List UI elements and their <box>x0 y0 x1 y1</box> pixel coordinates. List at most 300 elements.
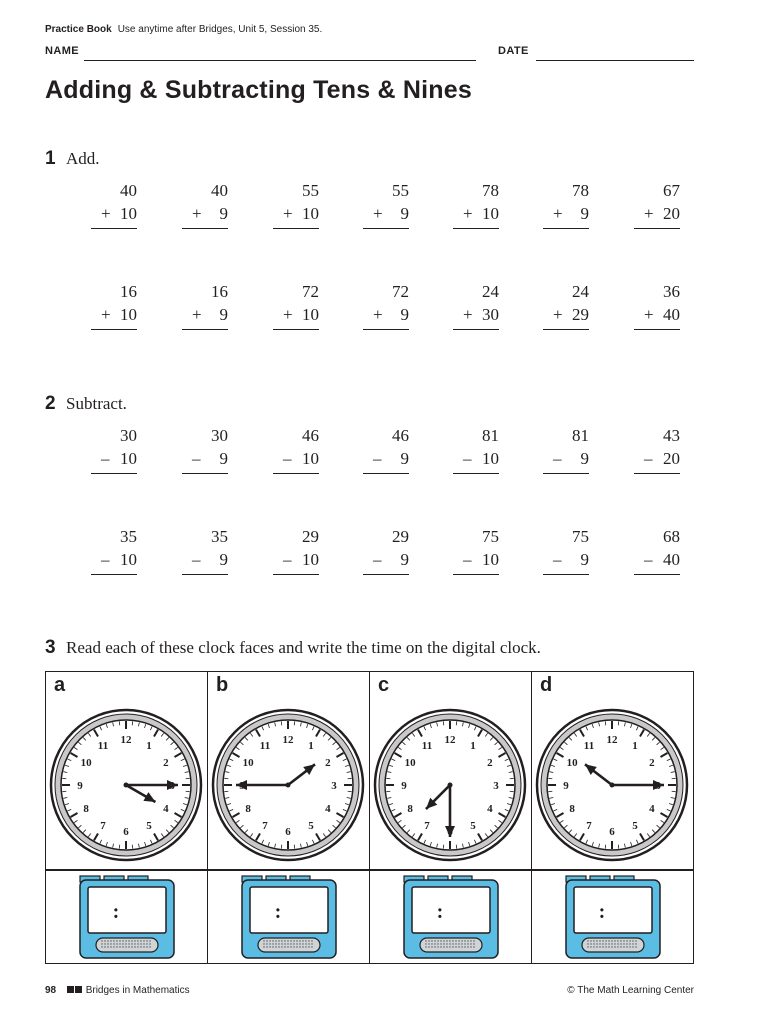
digital-screen <box>412 887 490 933</box>
speaker-dot <box>590 946 591 947</box>
speaker-dot <box>125 946 126 947</box>
clock-letter: d <box>540 674 553 696</box>
speaker-dot <box>296 943 297 944</box>
problem <box>543 179 589 229</box>
digital-cell-d <box>531 869 694 964</box>
speaker-dot <box>635 943 636 944</box>
speaker-dot <box>452 946 453 947</box>
problem-top-number: 55 <box>392 181 409 200</box>
speaker-dot <box>617 943 618 944</box>
problem-bottom-number: 10 <box>120 204 137 223</box>
problem-top-number: 81 <box>572 426 589 445</box>
speaker-dot <box>299 946 300 947</box>
operator: – <box>463 449 472 468</box>
speaker-dot <box>143 943 144 944</box>
operator: + <box>192 305 202 324</box>
operator: – <box>553 550 562 569</box>
problem-bottom-line <box>182 202 228 225</box>
speaker-dot <box>458 943 459 944</box>
operator: + <box>373 204 383 223</box>
speaker-dot <box>608 940 609 941</box>
digital-colon: : <box>598 901 606 923</box>
speaker-dot <box>287 946 288 947</box>
answer-line[interactable] <box>634 473 680 474</box>
problem-top-number: 35 <box>211 527 228 546</box>
footer-left <box>45 985 190 996</box>
speaker-dot <box>272 943 273 944</box>
answer-line[interactable] <box>453 228 499 229</box>
digital-speaker <box>420 938 482 952</box>
speaker-dot <box>299 940 300 941</box>
answer-line[interactable] <box>182 473 228 474</box>
clock-numeral: 5 <box>308 819 314 832</box>
practice-book-label: Practice Book <box>45 24 112 35</box>
operator: + <box>644 204 654 223</box>
answer-line[interactable] <box>91 329 137 330</box>
speaker-dot <box>605 940 606 941</box>
speaker-dot <box>593 943 594 944</box>
problem-bottom-number: 9 <box>580 204 589 223</box>
operator: – <box>373 550 382 569</box>
clock-numeral: 4 <box>487 803 493 815</box>
clock-numeral: 7 <box>262 819 268 832</box>
speaker-dot <box>116 943 117 944</box>
problem <box>634 424 680 474</box>
speaker-dot <box>611 943 612 944</box>
speaker-dot <box>443 943 444 944</box>
speaker-dot <box>614 940 615 941</box>
clock-center <box>286 783 291 788</box>
digital-clock <box>532 870 692 962</box>
answer-line[interactable] <box>273 228 319 229</box>
problem-top-number: 16 <box>211 282 228 301</box>
problem-bottom-number: 9 <box>219 550 228 569</box>
answer-line[interactable] <box>91 574 137 575</box>
speaker-dot <box>143 940 144 941</box>
problem-top-number: 68 <box>663 527 680 546</box>
speaker-dot <box>425 940 426 941</box>
problem-bottom-number: 10 <box>482 204 499 223</box>
analog-clock <box>208 672 368 869</box>
speaker-dot <box>137 940 138 941</box>
answer-line[interactable] <box>363 574 409 575</box>
clock-numeral: 12 <box>282 734 294 746</box>
speaker-dot <box>110 943 111 944</box>
problem-top-number: 40 <box>211 181 228 200</box>
problem-top-number: 16 <box>120 282 137 301</box>
speaker-dot <box>449 940 450 941</box>
speaker-dot <box>131 940 132 941</box>
speaker-dot <box>290 946 291 947</box>
speaker-dot <box>428 943 429 944</box>
clock-numeral: 7 <box>100 819 106 832</box>
clock-numeral: 1 <box>308 740 314 753</box>
header-note <box>45 24 322 35</box>
speaker-dot <box>587 946 588 947</box>
speaker-dot <box>302 940 303 941</box>
speaker-dot <box>308 946 309 947</box>
clock-numeral: 11 <box>259 740 271 753</box>
problem-bottom-number: 9 <box>580 550 589 569</box>
speaker-dot <box>116 940 117 941</box>
clock-numeral: 2 <box>649 757 655 769</box>
problem-bottom-line <box>543 303 589 326</box>
section-2-heading <box>45 393 127 415</box>
operator: + <box>283 305 293 324</box>
speaker-dot <box>269 946 270 947</box>
speaker-dot <box>137 943 138 944</box>
problem-bottom-number: 9 <box>219 305 228 324</box>
problem-top-number: 29 <box>392 527 409 546</box>
problem-bottom-line <box>634 447 680 470</box>
speaker-dot <box>311 943 312 944</box>
problem <box>273 179 319 229</box>
clock-numeral: 6 <box>285 826 291 838</box>
page-title: Adding & Subtracting Tens & Nines <box>45 76 472 104</box>
speaker-dot <box>599 940 600 941</box>
section-2-instruction: Subtract. <box>66 394 127 413</box>
problem-top-number: 75 <box>572 527 589 546</box>
problem-bottom-number: 10 <box>120 449 137 468</box>
problem-bottom-number: 9 <box>400 550 409 569</box>
answer-line[interactable] <box>543 574 589 575</box>
speaker-dot <box>632 940 633 941</box>
digital-colon: : <box>436 901 444 923</box>
section-3-number: 3 <box>45 637 56 658</box>
problem <box>363 179 409 229</box>
speaker-dot <box>128 940 129 941</box>
clock-numeral: 8 <box>569 803 575 815</box>
problem-top-number: 24 <box>482 282 499 301</box>
speaker-dot <box>425 946 426 947</box>
page-number: 98 <box>45 985 57 996</box>
clock-numeral: 4 <box>649 803 655 815</box>
speaker-dot <box>623 943 624 944</box>
operator: + <box>463 204 473 223</box>
speaker-dot <box>131 943 132 944</box>
speaker-dot <box>596 943 597 944</box>
speaker-dot <box>632 943 633 944</box>
problem-top-number: 72 <box>392 282 409 301</box>
speaker-dot <box>263 943 264 944</box>
digital-colon: : <box>274 901 282 923</box>
speaker-dot <box>590 940 591 941</box>
problem-top-number: 29 <box>302 527 319 546</box>
speaker-dot <box>602 940 603 941</box>
clock-numeral: 1 <box>632 740 638 753</box>
problem-bottom-number: 10 <box>302 305 319 324</box>
speaker-dot <box>146 943 147 944</box>
digital-speaker <box>96 938 158 952</box>
speaker-dot <box>275 943 276 944</box>
operator: + <box>553 305 563 324</box>
speaker-dot <box>146 946 147 947</box>
problem <box>91 280 137 330</box>
operator: – <box>192 449 201 468</box>
speaker-dot <box>107 943 108 944</box>
clock-numeral: 3 <box>493 780 499 792</box>
speaker-dot <box>113 946 114 947</box>
clock-letter: a <box>54 674 66 696</box>
speaker-dot <box>299 943 300 944</box>
problem-bottom-number: 9 <box>400 204 409 223</box>
speaker-dot <box>449 946 450 947</box>
speaker-dot <box>302 943 303 944</box>
speaker-dot <box>431 940 432 941</box>
answer-line[interactable] <box>543 228 589 229</box>
speaker-dot <box>620 940 621 941</box>
speaker-dot <box>281 943 282 944</box>
speaker-dot <box>284 946 285 947</box>
answer-line[interactable] <box>543 473 589 474</box>
problem-bottom-number: 10 <box>120 305 137 324</box>
problem-bottom-line <box>91 303 137 326</box>
problem-bottom-number: 9 <box>400 305 409 324</box>
analog-clock <box>532 672 692 869</box>
speaker-dot <box>434 946 435 947</box>
section-3-instruction: Read each of these clock faces and write the time on the digital clock. <box>66 638 541 657</box>
speaker-dot <box>593 946 594 947</box>
problem-bottom-line <box>363 447 409 470</box>
speaker-dot <box>308 943 309 944</box>
speaker-dot <box>464 940 465 941</box>
speaker-dot <box>590 943 591 944</box>
operator: + <box>463 305 473 324</box>
operator: + <box>192 204 202 223</box>
speaker-dot <box>608 946 609 947</box>
clock-center <box>610 783 615 788</box>
digital-colon: : <box>112 901 120 923</box>
speaker-dot <box>101 943 102 944</box>
speaker-dot <box>293 943 294 944</box>
copyright: © The Math Learning Center <box>567 985 694 996</box>
speaker-dot <box>455 940 456 941</box>
speaker-dot <box>287 940 288 941</box>
answer-line[interactable] <box>363 473 409 474</box>
clock-numeral: 5 <box>146 819 152 832</box>
problem-top-number: 75 <box>482 527 499 546</box>
speaker-dot <box>290 940 291 941</box>
problem-top-number: 78 <box>482 181 499 200</box>
answer-line[interactable] <box>273 574 319 575</box>
answer-line[interactable] <box>91 473 137 474</box>
problem-bottom-line <box>453 303 499 326</box>
problem-bottom-line <box>634 548 680 571</box>
analog-clock <box>46 672 206 869</box>
speaker-dot <box>140 943 141 944</box>
answer-line[interactable] <box>273 473 319 474</box>
speaker-dot <box>149 943 150 944</box>
problem-top-number: 35 <box>120 527 137 546</box>
problem <box>91 525 137 575</box>
clock-numeral: 9 <box>77 780 83 792</box>
speaker-dot <box>281 940 282 941</box>
speaker-dot <box>434 940 435 941</box>
operator: – <box>283 449 292 468</box>
speaker-dot <box>134 940 135 941</box>
digital-speaker <box>582 938 644 952</box>
speaker-dot <box>296 946 297 947</box>
problem <box>273 280 319 330</box>
speaker-dot <box>614 946 615 947</box>
problem-bottom-line <box>273 548 319 571</box>
digital-speaker <box>258 938 320 952</box>
answer-line[interactable] <box>634 574 680 575</box>
problem <box>91 179 137 229</box>
speaker-dot <box>281 946 282 947</box>
problem-bottom-number: 10 <box>482 449 499 468</box>
speaker-dot <box>275 940 276 941</box>
problem-bottom-number: 30 <box>482 305 499 324</box>
problem-bottom-number: 9 <box>219 449 228 468</box>
clock-numeral: 10 <box>242 757 254 769</box>
speaker-dot <box>113 940 114 941</box>
speaker-dot <box>623 946 624 947</box>
problem-bottom-number: 20 <box>663 449 680 468</box>
answer-line[interactable] <box>634 329 680 330</box>
speaker-dot <box>629 940 630 941</box>
section-3-heading <box>45 637 541 659</box>
answer-line[interactable] <box>453 574 499 575</box>
speaker-dot <box>587 940 588 941</box>
speaker-dot <box>464 946 465 947</box>
speaker-dot <box>596 946 597 947</box>
answer-line[interactable] <box>182 574 228 575</box>
speaker-dot <box>134 943 135 944</box>
problem-bottom-number: 10 <box>302 449 319 468</box>
problem-top-number: 30 <box>120 426 137 445</box>
speaker-dot <box>107 940 108 941</box>
problem-bottom-line <box>91 202 137 225</box>
clock-numeral: 12 <box>606 734 618 746</box>
section-2-number: 2 <box>45 393 56 414</box>
speaker-dot <box>266 943 267 944</box>
answer-line[interactable] <box>182 228 228 229</box>
speaker-dot <box>104 946 105 947</box>
speaker-dot <box>617 946 618 947</box>
speaker-dot <box>629 946 630 947</box>
answer-line[interactable] <box>453 473 499 474</box>
problem-bottom-line <box>91 447 137 470</box>
clock-numeral: 6 <box>123 826 129 838</box>
clock-cell-a <box>45 671 208 871</box>
problem <box>453 424 499 474</box>
problem-top-number: 30 <box>211 426 228 445</box>
digital-cell-c <box>369 869 532 964</box>
answer-line[interactable] <box>363 329 409 330</box>
answer-line[interactable] <box>91 228 137 229</box>
problem-top-number: 40 <box>120 181 137 200</box>
speaker-dot <box>599 946 600 947</box>
problem-bottom-number: 40 <box>663 305 680 324</box>
speaker-dot <box>269 940 270 941</box>
answer-line[interactable] <box>363 228 409 229</box>
operator: + <box>553 204 563 223</box>
problem <box>363 525 409 575</box>
speaker-dot <box>125 943 126 944</box>
operator: – <box>192 550 201 569</box>
clock-center <box>124 783 129 788</box>
name-label: NAME <box>45 45 79 57</box>
speaker-dot <box>596 940 597 941</box>
problem-bottom-number: 29 <box>572 305 589 324</box>
problem <box>182 525 228 575</box>
problem-bottom-number: 9 <box>400 449 409 468</box>
speaker-dot <box>278 943 279 944</box>
answer-line[interactable] <box>543 329 589 330</box>
speaker-dot <box>473 946 474 947</box>
problem <box>453 525 499 575</box>
speaker-dot <box>266 946 267 947</box>
problem <box>453 179 499 229</box>
date-field[interactable] <box>536 60 694 61</box>
operator: – <box>553 449 562 468</box>
speaker-dot <box>629 943 630 944</box>
problem-bottom-line <box>453 447 499 470</box>
answer-line[interactable] <box>182 329 228 330</box>
speaker-dot <box>626 940 627 941</box>
operator: – <box>463 550 472 569</box>
speaker-dot <box>437 943 438 944</box>
problem-bottom-line <box>543 202 589 225</box>
speaker-dot <box>461 946 462 947</box>
clock-numeral: 4 <box>163 803 169 815</box>
speaker-dot <box>461 943 462 944</box>
speaker-dot <box>119 943 120 944</box>
problem-bottom-line <box>182 303 228 326</box>
book-title: Bridges in Mathematics <box>85 985 190 996</box>
problem-bottom-number: 10 <box>482 550 499 569</box>
problem-top-number: 67 <box>663 181 680 200</box>
answer-line[interactable] <box>273 329 319 330</box>
section-1-instruction: Add. <box>66 149 100 168</box>
speaker-dot <box>467 943 468 944</box>
speaker-dot <box>137 946 138 947</box>
clock-numeral: 5 <box>632 819 638 832</box>
clock-numeral: 11 <box>583 740 595 753</box>
problem <box>453 280 499 330</box>
problem-bottom-line <box>634 202 680 225</box>
speaker-dot <box>452 940 453 941</box>
problem-bottom-number: 9 <box>580 449 589 468</box>
name-field[interactable] <box>84 60 476 61</box>
speaker-dot <box>269 943 270 944</box>
speaker-dot <box>266 940 267 941</box>
answer-line[interactable] <box>453 329 499 330</box>
answer-line[interactable] <box>634 228 680 229</box>
problem-bottom-number: 20 <box>663 204 680 223</box>
speaker-dot <box>470 946 471 947</box>
problem-bottom-line <box>453 548 499 571</box>
speaker-dot <box>626 946 627 947</box>
speaker-dot <box>290 943 291 944</box>
speaker-dot <box>284 943 285 944</box>
speaker-dot <box>293 946 294 947</box>
digital-clock <box>370 870 530 962</box>
book-squares-icon <box>67 985 83 996</box>
clock-numeral: 1 <box>146 740 152 753</box>
speaker-dot <box>308 940 309 941</box>
speaker-dot <box>119 946 120 947</box>
clock-numeral: 12 <box>120 734 132 746</box>
speaker-dot <box>119 940 120 941</box>
speaker-dot <box>122 946 123 947</box>
clock-numeral: 8 <box>407 803 413 815</box>
problem-bottom-line <box>453 202 499 225</box>
speaker-dot <box>128 943 129 944</box>
speaker-dot <box>428 946 429 947</box>
section-1-heading <box>45 148 100 170</box>
